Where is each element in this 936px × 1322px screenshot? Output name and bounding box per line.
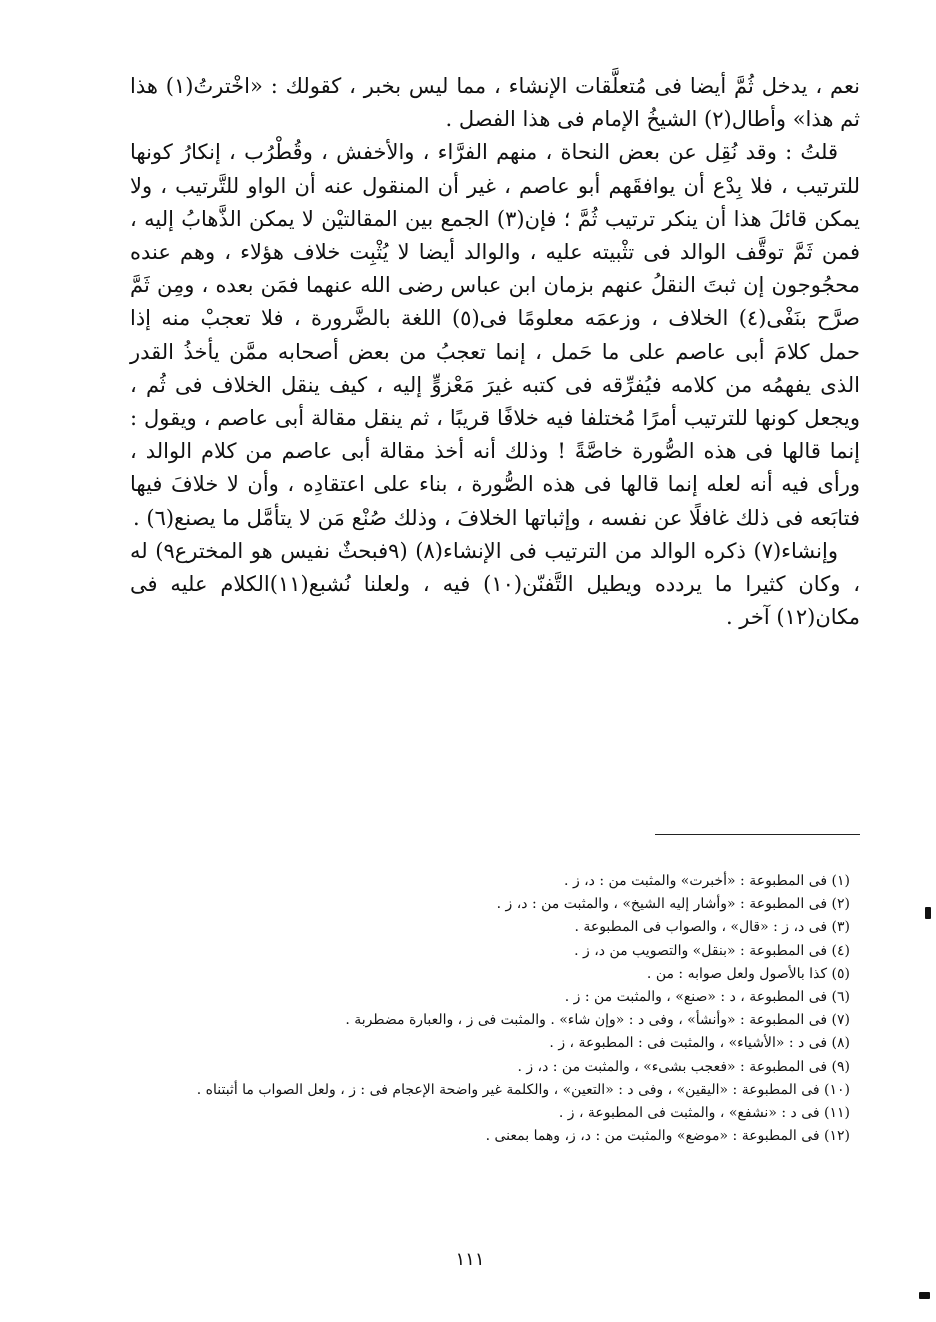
footnote-7: (٧) فى المطبوعة : «وأنشأ» ، وفى د : «وإن شاء» . والمثبت فى ز ، والعبارة مضطربة . xyxy=(345,1012,850,1029)
footnote-4: (٤) فى المطبوعة : «بنقل» والتصويب من د، ز . xyxy=(574,942,850,959)
paragraph-2: قلتُ : وقد نُقِل عن بعض النحاة ، منهم الفرَّاء ، والأخفش ، وقُطْرُب ، إنكارُ كونها للترتيب ، فلا بِدْع أن يوافقَهم أبو عاصم ، غير أن المنقول عنه أن الواو للتَّرتيب ، ولا يمكن قائلَ هذا أن ينكر ترتيب ثُمَّ ؛ فإن(٣) الجمع بين المقالتيْن لا يمكن الذَّهابُ إليه ، فمن ثَمَّ توقَّف الوالد فى تثْبيته عليه ، والوالد أيضا لا يُثْبِت خلاف هؤلاء ، وهم عنده محجُوجون إن ثبتَ النقلُ عنهم بزمان ابن عباس رضى الله عنهما فمَن بعده ، ومِن ثَمَّ صرَّح بنَفْى(٤) الخلاف ، وزعمَه معلومًا فى(٥) اللغة بالضَّرورة ، فلا تعجبْ منه إذا حمل كلامَ أبى عاصم على ما حَمل ، إنما تعجبُ من بعض أصحابه ممَّن يأخذُ القدر الذى يفهمُه من كلامه فيُفرِّقه فى كتبه غيرَ مَعْزوٍّ إليه ، كيف ينقل الخلاف فى ثُم ، ويجعل كونها للترتيب أمرًا مُختلفا فيه خلافًا قريبًا ، ثم ينقل مقالة أبى عاصم ، ويقول : إنما قالها فى هذه الصُّورة خاصَّةً ! وذلك أنه أخذ مقالة أبى عاصم من كلام الوالد ، ورأى فيه أنه لعله إنما قالها فى هذه الصُّورة ، بناء على اعتقادِه ، وأن لا خلافَ فيها فتابَعه فى ذلك غافلًا عن نفسه ، وإثباتها الخلافَ ، وذلك صُنْع مَن لا يتأمَّل ما يصنع(٦) . xyxy=(130,140,860,530)
paragraph-1: نعم ، يدخل ثُمَّ أيضا فى مُتعلَّقات الإنشاء ، مما ليس بخبر ، كقولك : «اخْترتُ(١) هذا ثم هذا» وأطال(٢) الشيخُ الإمام فى هذا الفصل . xyxy=(130,74,860,132)
footnote-12: (١٢) فى المطبوعة : «موضع» والمثبت من : د، ز، وهما بمعنى . xyxy=(485,1128,850,1145)
scan-mark xyxy=(925,907,931,919)
footnotes xyxy=(110,870,850,1148)
footnote-6: (٦) فى المطبوعة ، د : «صنع» ، والمثبت من : ز . xyxy=(564,989,850,1006)
scan-mark xyxy=(919,1292,930,1299)
footnote-9: (٩) فى المطبوعة : «فعجب بشىء» ، والمثبت من : د، ز . xyxy=(517,1058,850,1075)
footnote-10: (١٠) فى المطبوعة : «اليقين» ، وفى د : «التعين» ، والكلمة غير واضحة الإعجام فى : ز ، ولعل الصواب ما أثبتناه . xyxy=(196,1081,850,1098)
page-number: ١١١ xyxy=(455,1249,485,1270)
footnote-3: (٣) فى د، ز : «قال» ، والصواب فى المطبوعة . xyxy=(574,919,850,936)
footnote-11: (١١) فى د : «نشفع» ، والمثبت فى المطبوعة ، ز . xyxy=(558,1105,850,1122)
footnote-5: (٥) كذا بالأصول ولعل صوابه : من . xyxy=(646,965,850,982)
main-text xyxy=(130,70,860,634)
footnote-separator xyxy=(655,834,860,835)
footnote-2: (٢) فى المطبوعة : «وأشار إليه الشيخ» ، والمثبت من : د، ز . xyxy=(496,896,850,913)
footnote-1: (١) فى المطبوعة : «أخبرت» والمثبت من : د، ز . xyxy=(564,873,850,889)
paragraph-3: وإنشاء(٧) ذكره الوالد من الترتيب فى الإنشاء(٨) (٩فبحثٌ نفيس هو المخترع٩) له ، وكان كثيرا ما يردده ويطيل التَّفنّن(١٠) فيه ، ولعلنا نُشبع(١١)الكلام عليه فى مكان(١٢) آخر . xyxy=(130,538,860,630)
footnote-8: (٨) فى د : «الأشياء» ، والمثبت فى : المطبوعة ، ز . xyxy=(549,1035,850,1052)
